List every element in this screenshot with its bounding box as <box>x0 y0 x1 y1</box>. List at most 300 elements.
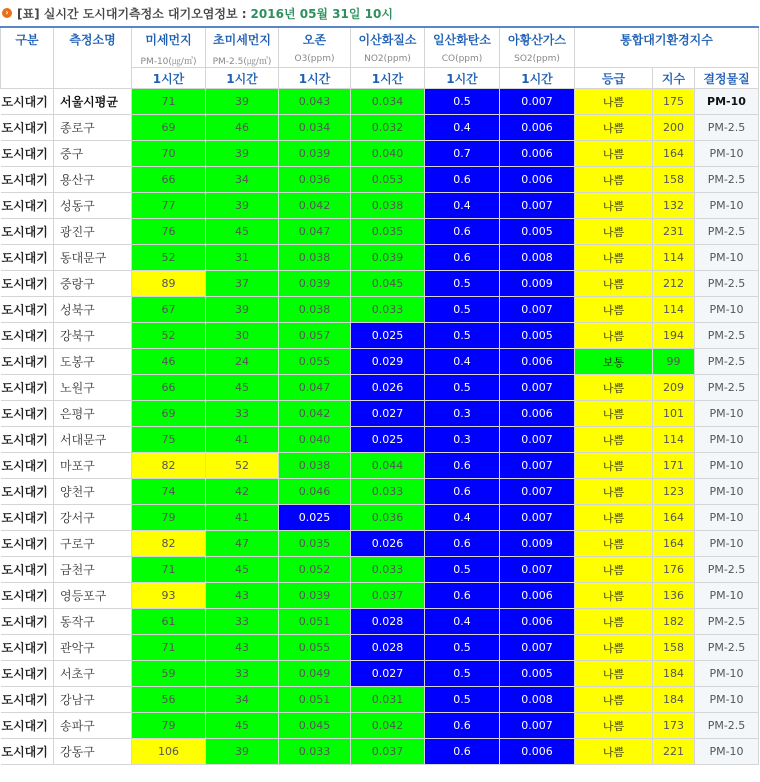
cell-so2: 0.007 <box>500 453 575 479</box>
cell-no2: 0.028 <box>351 609 425 635</box>
cell-pm10: 82 <box>132 531 206 557</box>
cell-idx: 173 <box>653 713 695 739</box>
cell-pm25: 43 <box>206 583 279 609</box>
cell-station-name: 중구 <box>54 141 132 167</box>
cell-grade: 나쁨 <box>575 453 653 479</box>
cell-grade: 나쁨 <box>575 687 653 713</box>
table-row <box>1 167 759 193</box>
cell-idx: 132 <box>653 193 695 219</box>
col-o3: 오존 O3(ppm) <box>279 27 351 68</box>
cell-so2: 0.007 <box>500 427 575 453</box>
cell-division: 도시대기 <box>1 193 54 219</box>
cell-o3: 0.055 <box>279 635 351 661</box>
cell-pm10: 82 <box>132 453 206 479</box>
cell-idx: 175 <box>653 89 695 115</box>
cell-co: 0.4 <box>425 193 500 219</box>
col-o3-unit: O3(ppm) <box>294 54 335 64</box>
orange-bullet-icon: › <box>2 8 12 18</box>
col-so2-unit: SO2(ppm) <box>514 54 560 64</box>
cell-pm25: 39 <box>206 297 279 323</box>
cell-co: 0.3 <box>425 401 500 427</box>
cell-co: 0.5 <box>425 375 500 401</box>
cell-no2: 0.033 <box>351 557 425 583</box>
cell-so2: 0.005 <box>500 219 575 245</box>
table-row <box>1 557 759 583</box>
cell-o3: 0.051 <box>279 609 351 635</box>
cell-grade: 나쁨 <box>575 479 653 505</box>
cell-o3: 0.052 <box>279 557 351 583</box>
cell-idx: 231 <box>653 219 695 245</box>
cell-grade: 나쁨 <box>575 661 653 687</box>
cell-co: 0.6 <box>425 167 500 193</box>
table-row <box>1 739 759 765</box>
cell-so2: 0.007 <box>500 713 575 739</box>
subcol-pm25-hour: 1시간 <box>206 68 279 89</box>
cell-o3: 0.057 <box>279 323 351 349</box>
cell-so2: 0.007 <box>500 505 575 531</box>
col-so2: 아황산가스 SO2(ppm) <box>500 27 575 68</box>
cell-o3: 0.039 <box>279 141 351 167</box>
cell-no2: 0.036 <box>351 505 425 531</box>
table-row <box>1 349 759 375</box>
cell-pm25: 43 <box>206 635 279 661</box>
cell-division: 도시대기 <box>1 89 54 115</box>
cell-pm25: 41 <box>206 505 279 531</box>
cell-co: 0.4 <box>425 609 500 635</box>
cell-pm25: 41 <box>206 427 279 453</box>
cell-pm10: 69 <box>132 401 206 427</box>
table-row <box>1 453 759 479</box>
cell-station-name: 강북구 <box>54 323 132 349</box>
cell-idx: 212 <box>653 271 695 297</box>
cell-pm10: 71 <box>132 557 206 583</box>
cell-pm25: 37 <box>206 271 279 297</box>
cell-so2: 0.006 <box>500 115 575 141</box>
cell-division: 도시대기 <box>1 297 54 323</box>
cell-o3: 0.038 <box>279 453 351 479</box>
cell-no2: 0.025 <box>351 323 425 349</box>
cell-pm25: 24 <box>206 349 279 375</box>
cell-division: 도시대기 <box>1 453 54 479</box>
cell-station-name: 서대문구 <box>54 427 132 453</box>
cell-no2: 0.039 <box>351 245 425 271</box>
cell-pm10: 75 <box>132 427 206 453</box>
cell-grade: 나쁨 <box>575 713 653 739</box>
cell-pm25: 45 <box>206 557 279 583</box>
cell-o3: 0.043 <box>279 89 351 115</box>
cell-o3: 0.047 <box>279 375 351 401</box>
cell-station-name: 동작구 <box>54 609 132 635</box>
col-station: 측정소명 <box>54 27 132 89</box>
cell-pm10: 56 <box>132 687 206 713</box>
cell-station-name: 용산구 <box>54 167 132 193</box>
cell-determinant: PM-10 <box>695 505 759 531</box>
cell-determinant: PM-2.5 <box>695 323 759 349</box>
cell-so2: 0.007 <box>500 479 575 505</box>
cell-so2: 0.008 <box>500 245 575 271</box>
cell-determinant: PM-10 <box>695 427 759 453</box>
cell-idx: 136 <box>653 583 695 609</box>
cell-station-name: 동대문구 <box>54 245 132 271</box>
cell-no2: 0.040 <box>351 141 425 167</box>
cell-determinant: PM-10 <box>695 739 759 765</box>
cell-grade: 나쁨 <box>575 323 653 349</box>
cell-idx: 123 <box>653 479 695 505</box>
cell-pm25: 46 <box>206 115 279 141</box>
subcol-grade: 등급 <box>575 68 653 89</box>
table-title: [표] 실시간 도시대기측정소 대기오염정보 : <box>17 6 247 21</box>
subcol-index: 지수 <box>653 68 695 89</box>
cell-pm25: 39 <box>206 141 279 167</box>
table-row <box>1 505 759 531</box>
cell-determinant: PM-2.5 <box>695 713 759 739</box>
table-row <box>1 401 759 427</box>
cell-pm25: 33 <box>206 401 279 427</box>
cell-o3: 0.042 <box>279 401 351 427</box>
cell-co: 0.5 <box>425 661 500 687</box>
cell-co: 0.6 <box>425 531 500 557</box>
cell-no2: 0.033 <box>351 297 425 323</box>
cell-o3: 0.042 <box>279 193 351 219</box>
cell-co: 0.5 <box>425 271 500 297</box>
cell-grade: 나쁨 <box>575 401 653 427</box>
col-co-unit: CO(ppm) <box>441 54 483 64</box>
cell-station-name: 성북구 <box>54 297 132 323</box>
cell-grade: 나쁨 <box>575 531 653 557</box>
cell-determinant: PM-2.5 <box>695 349 759 375</box>
cell-station-name: 노원구 <box>54 375 132 401</box>
cell-grade: 나쁨 <box>575 219 653 245</box>
cell-pm10: 77 <box>132 193 206 219</box>
cell-station-name: 서울시평균 <box>54 89 132 115</box>
cell-grade: 나쁨 <box>575 297 653 323</box>
cell-pm10: 66 <box>132 167 206 193</box>
cell-determinant: PM-10 <box>695 583 759 609</box>
cell-pm25: 45 <box>206 219 279 245</box>
subcol-determinant: 결정물질 <box>695 68 759 89</box>
cell-co: 0.4 <box>425 505 500 531</box>
cell-o3: 0.055 <box>279 349 351 375</box>
cell-grade: 나쁨 <box>575 505 653 531</box>
cell-co: 0.6 <box>425 245 500 271</box>
cell-no2: 0.033 <box>351 479 425 505</box>
cell-no2: 0.042 <box>351 713 425 739</box>
cell-co: 0.6 <box>425 219 500 245</box>
cell-no2: 0.037 <box>351 739 425 765</box>
cell-o3: 0.047 <box>279 219 351 245</box>
cell-pm10: 106 <box>132 739 206 765</box>
cell-o3: 0.038 <box>279 245 351 271</box>
cell-so2: 0.005 <box>500 661 575 687</box>
cell-so2: 0.009 <box>500 531 575 557</box>
cell-pm10: 52 <box>132 323 206 349</box>
cell-o3: 0.034 <box>279 115 351 141</box>
cell-station-name: 금천구 <box>54 557 132 583</box>
cell-determinant: PM-10 <box>695 245 759 271</box>
table-row <box>1 609 759 635</box>
cell-pm25: 45 <box>206 375 279 401</box>
table-row <box>1 193 759 219</box>
cell-pm10: 69 <box>132 115 206 141</box>
cell-no2: 0.029 <box>351 349 425 375</box>
cell-grade: 나쁨 <box>575 141 653 167</box>
cell-determinant: PM-2.5 <box>695 609 759 635</box>
cell-so2: 0.006 <box>500 141 575 167</box>
table-title-bar <box>0 0 760 26</box>
cell-no2: 0.025 <box>351 427 425 453</box>
cell-co: 0.6 <box>425 453 500 479</box>
cell-co: 0.6 <box>425 479 500 505</box>
cell-o3: 0.039 <box>279 271 351 297</box>
cell-station-name: 성동구 <box>54 193 132 219</box>
cell-determinant: PM-10 <box>695 687 759 713</box>
cell-grade: 나쁨 <box>575 245 653 271</box>
table-row <box>1 427 759 453</box>
cell-no2: 0.037 <box>351 583 425 609</box>
cell-division: 도시대기 <box>1 401 54 427</box>
cell-determinant: PM-10 <box>695 401 759 427</box>
subcol-no2-hour: 1시간 <box>351 68 425 89</box>
cell-division: 도시대기 <box>1 661 54 687</box>
table-row <box>1 271 759 297</box>
cell-pm25: 52 <box>206 453 279 479</box>
cell-idx: 114 <box>653 245 695 271</box>
cell-pm25: 34 <box>206 687 279 713</box>
cell-grade: 나쁨 <box>575 739 653 765</box>
subcol-pm10-hour: 1시간 <box>132 68 206 89</box>
cell-no2: 0.038 <box>351 193 425 219</box>
cell-pm25: 39 <box>206 739 279 765</box>
table-row <box>1 297 759 323</box>
subcol-so2-hour: 1시간 <box>500 68 575 89</box>
cell-grade: 보통 <box>575 349 653 375</box>
cell-no2: 0.045 <box>351 271 425 297</box>
cell-determinant: PM-2.5 <box>695 635 759 661</box>
cell-co: 0.6 <box>425 739 500 765</box>
cell-division: 도시대기 <box>1 687 54 713</box>
cell-division: 도시대기 <box>1 427 54 453</box>
cell-so2: 0.006 <box>500 739 575 765</box>
cell-pm25: 33 <box>206 609 279 635</box>
cell-determinant: PM-10 <box>695 141 759 167</box>
cell-o3: 0.036 <box>279 167 351 193</box>
cell-division: 도시대기 <box>1 167 54 193</box>
cell-division: 도시대기 <box>1 323 54 349</box>
cell-station-name: 강서구 <box>54 505 132 531</box>
cell-division: 도시대기 <box>1 219 54 245</box>
cell-pm10: 74 <box>132 479 206 505</box>
cell-determinant: PM-10 <box>695 479 759 505</box>
cell-co: 0.5 <box>425 89 500 115</box>
cell-division: 도시대기 <box>1 479 54 505</box>
cell-so2: 0.006 <box>500 609 575 635</box>
cell-grade: 나쁨 <box>575 427 653 453</box>
table-row <box>1 115 759 141</box>
cell-no2: 0.034 <box>351 89 425 115</box>
table-row <box>1 375 759 401</box>
cell-pm25: 42 <box>206 479 279 505</box>
cell-division: 도시대기 <box>1 583 54 609</box>
cell-idx: 182 <box>653 609 695 635</box>
col-no2-unit: NO2(ppm) <box>364 54 411 64</box>
cell-division: 도시대기 <box>1 375 54 401</box>
cell-idx: 114 <box>653 427 695 453</box>
cell-idx: 164 <box>653 505 695 531</box>
cell-division: 도시대기 <box>1 739 54 765</box>
cell-co: 0.3 <box>425 427 500 453</box>
cell-so2: 0.008 <box>500 687 575 713</box>
cell-determinant: PM-10 <box>695 531 759 557</box>
cell-no2: 0.027 <box>351 661 425 687</box>
cell-o3: 0.039 <box>279 583 351 609</box>
cell-pm25: 47 <box>206 531 279 557</box>
table-date: 2016년 05월 31일 10시 <box>250 6 393 21</box>
cell-idx: 158 <box>653 167 695 193</box>
col-cai: 통합대기환경지수 <box>575 27 759 68</box>
cell-no2: 0.035 <box>351 219 425 245</box>
cell-o3: 0.046 <box>279 479 351 505</box>
cell-no2: 0.027 <box>351 401 425 427</box>
cell-no2: 0.044 <box>351 453 425 479</box>
table-row <box>1 687 759 713</box>
cell-pm25: 30 <box>206 323 279 349</box>
cell-grade: 나쁨 <box>575 557 653 583</box>
table-row <box>1 661 759 687</box>
cell-so2: 0.006 <box>500 349 575 375</box>
cell-station-name: 종로구 <box>54 115 132 141</box>
cell-pm10: 59 <box>132 661 206 687</box>
cell-determinant: PM-10 <box>695 297 759 323</box>
cell-determinant: PM-2.5 <box>695 167 759 193</box>
cell-idx: 164 <box>653 531 695 557</box>
cell-no2: 0.032 <box>351 115 425 141</box>
cell-idx: 221 <box>653 739 695 765</box>
cell-determinant: PM-10 <box>695 89 759 115</box>
cell-pm10: 46 <box>132 349 206 375</box>
table-row <box>1 219 759 245</box>
cell-station-name: 강동구 <box>54 739 132 765</box>
cell-determinant: PM-2.5 <box>695 115 759 141</box>
cell-pm25: 33 <box>206 661 279 687</box>
cell-division: 도시대기 <box>1 505 54 531</box>
table-row <box>1 245 759 271</box>
cell-division: 도시대기 <box>1 115 54 141</box>
cell-pm10: 52 <box>132 245 206 271</box>
cell-co: 0.6 <box>425 713 500 739</box>
cell-grade: 나쁨 <box>575 167 653 193</box>
cell-idx: 200 <box>653 115 695 141</box>
cell-pm10: 66 <box>132 375 206 401</box>
cell-idx: 184 <box>653 661 695 687</box>
cell-co: 0.5 <box>425 297 500 323</box>
col-pm25: 초미세먼지 PM-2.5(㎍/㎥) <box>206 27 279 68</box>
cell-o3: 0.051 <box>279 687 351 713</box>
cell-pm25: 34 <box>206 167 279 193</box>
cell-grade: 나쁨 <box>575 583 653 609</box>
cell-pm10: 71 <box>132 635 206 661</box>
cell-division: 도시대기 <box>1 245 54 271</box>
cell-o3: 0.035 <box>279 531 351 557</box>
cell-station-name: 송파구 <box>54 713 132 739</box>
cell-idx: 101 <box>653 401 695 427</box>
cell-station-name: 관악구 <box>54 635 132 661</box>
cell-o3: 0.038 <box>279 297 351 323</box>
cell-pm10: 93 <box>132 583 206 609</box>
subcol-o3-hour: 1시간 <box>279 68 351 89</box>
cell-division: 도시대기 <box>1 141 54 167</box>
cell-so2: 0.006 <box>500 583 575 609</box>
cell-grade: 나쁨 <box>575 89 653 115</box>
cell-grade: 나쁨 <box>575 193 653 219</box>
cell-o3: 0.040 <box>279 427 351 453</box>
table-row <box>1 635 759 661</box>
cell-pm10: 89 <box>132 271 206 297</box>
cell-so2: 0.006 <box>500 401 575 427</box>
cell-pm10: 76 <box>132 219 206 245</box>
cell-division: 도시대기 <box>1 271 54 297</box>
cell-idx: 158 <box>653 635 695 661</box>
table-row <box>1 713 759 739</box>
cell-pm10: 67 <box>132 297 206 323</box>
table-row <box>1 531 759 557</box>
cell-pm10: 79 <box>132 505 206 531</box>
cell-division: 도시대기 <box>1 609 54 635</box>
cell-so2: 0.009 <box>500 271 575 297</box>
cell-determinant: PM-2.5 <box>695 271 759 297</box>
cell-idx: 176 <box>653 557 695 583</box>
cell-pm25: 39 <box>206 89 279 115</box>
cell-idx: 171 <box>653 453 695 479</box>
cell-o3: 0.025 <box>279 505 351 531</box>
cell-co: 0.7 <box>425 141 500 167</box>
cell-o3: 0.045 <box>279 713 351 739</box>
cell-idx: 114 <box>653 297 695 323</box>
cell-pm10: 79 <box>132 713 206 739</box>
cell-station-name: 중랑구 <box>54 271 132 297</box>
table-row <box>1 479 759 505</box>
cell-station-name: 양천구 <box>54 479 132 505</box>
cell-division: 도시대기 <box>1 349 54 375</box>
table-row <box>1 583 759 609</box>
cell-so2: 0.007 <box>500 375 575 401</box>
cell-co: 0.5 <box>425 557 500 583</box>
cell-division: 도시대기 <box>1 557 54 583</box>
subcol-co-hour: 1시간 <box>425 68 500 89</box>
table-row <box>1 323 759 349</box>
cell-station-name: 마포구 <box>54 453 132 479</box>
cell-so2: 0.007 <box>500 193 575 219</box>
col-pm10-unit: PM-10(㎍/㎥) <box>140 57 197 67</box>
cell-pm25: 39 <box>206 193 279 219</box>
cell-station-name: 강남구 <box>54 687 132 713</box>
cell-idx: 164 <box>653 141 695 167</box>
cell-so2: 0.005 <box>500 323 575 349</box>
cell-pm25: 45 <box>206 713 279 739</box>
cell-co: 0.6 <box>425 583 500 609</box>
cell-no2: 0.026 <box>351 375 425 401</box>
cell-pm10: 71 <box>132 89 206 115</box>
cell-so2: 0.007 <box>500 557 575 583</box>
cell-so2: 0.007 <box>500 89 575 115</box>
cell-grade: 나쁨 <box>575 635 653 661</box>
cell-co: 0.4 <box>425 349 500 375</box>
cell-idx: 184 <box>653 687 695 713</box>
air-quality-table <box>0 26 759 765</box>
cell-station-name: 광진구 <box>54 219 132 245</box>
table-row <box>1 141 759 167</box>
cell-idx: 99 <box>653 349 695 375</box>
cell-so2: 0.006 <box>500 167 575 193</box>
